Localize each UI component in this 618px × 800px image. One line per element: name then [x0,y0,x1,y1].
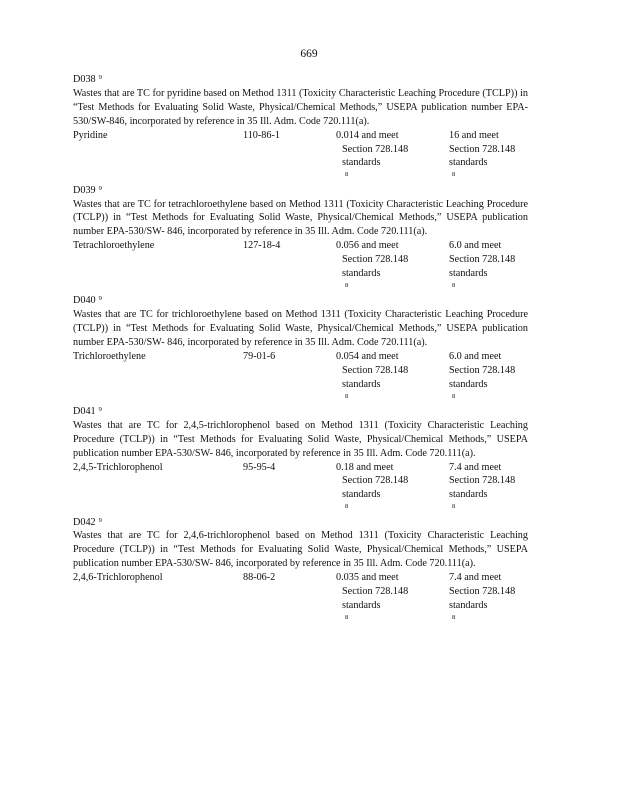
nonwastewater-standard [449,239,515,295]
standard-value: 0.014 and meet [336,129,399,141]
waste-entry-d042 [73,516,528,621]
footnote-marker: 8 [452,503,456,511]
footnote-marker: 8 [345,281,349,289]
footnote-marker: 8 [452,281,456,289]
standard-value: 7.4 and meet [449,461,502,473]
cas-number: 110-86-1 [243,129,280,141]
standard-section: Section 728.148 [449,143,516,155]
page-number: 669 [300,48,318,60]
waste-entry-d039 [73,184,528,289]
standard-value: 0.18 and meet [336,461,394,473]
nonwastewater-standard [449,350,515,406]
standard-label: standards 8 [336,156,408,184]
footnote-marker: 8 [345,171,349,179]
nonwastewater-standard [449,129,515,185]
constituent-row [73,239,528,289]
cas-number: 79-01-6 [243,350,276,362]
standard-section: Section 728.148 [342,254,409,266]
waste-code-label: D038 [73,74,96,85]
standard-section: Section 728.148 [449,254,516,266]
waste-description: Wastes that are TC for tetrachloroethylene based on Method 1311 (Toxicity Characteristic Leaching Procedure (TCLP)) in “Test Methods for Evaluating Solid Waste, Physical/Chemical Methods,” USEPA publication number EPA-530/SW- 846, incorporated by reference in 35 Ill. Adm. Code 720.111(a). [73,198,528,238]
waste-description: Wastes that are TC for 2,4,6-trichlorophenol based on Method 1311 (Toxicity Characteristic Leaching Procedure (TCLP)) in “Test Methods for Evaluating Solid Waste, Physical/Chemical Methods,” USEPA publication number EPA-530/SW- 846, incorporated by reference in 35 Ill. Adm. Code 720.111(a). [73,530,528,570]
footnote-marker: 8 [452,171,456,179]
constituent-name: 2,4,6-Trichlorophenol [73,572,163,584]
waste-code-label: D039 [73,184,96,196]
footnote-marker: 8 [345,392,349,400]
waste-code [73,516,528,530]
standard-section: Section 728.148 [449,364,516,376]
footnote-marker: 9 [98,405,102,413]
waste-description: Wastes that are TC for pyridine based on Method 1311 (Toxicity Characteristic Leaching Procedure (TCLP)) in “Test Methods for Evaluating Solid Waste, Physical/Chemical Methods,” USEPA publication number EPA-530/SW-846, incorporated by reference in 35 Ill. Adm. Code 720.111(a). [73,87,528,127]
footnote-marker: 8 [452,613,456,621]
wastewater-standard [336,350,408,406]
waste-description: Wastes that are TC for 2,4,5-trichlorophenol based on Method 1311 (Toxicity Characteristic Leaching Procedure (TCLP)) in “Test Methods for Evaluating Solid Waste, Physical/Chemical Methods,” USEPA publication number EPA-530/SW- 846, incorporated by reference in 35 Ill. Adm. Code 720.111(a). [73,419,528,459]
standard-label: standards 8 [449,156,515,184]
waste-code-label: D041 [73,405,96,417]
constituent-row [73,350,528,400]
constituent-name: 2,4,5-Trichlorophenol [73,461,163,473]
footnote-marker: 9 [98,295,102,303]
standard-label: standards 8 [336,378,408,406]
constituent-name: Trichloroethylene [73,350,146,362]
cas-number: 95-95-4 [243,461,276,473]
constituent-row [73,571,528,621]
wastewater-standard [336,129,408,185]
waste-entry-d038 [73,73,528,179]
standard-label: standards 8 [336,488,408,516]
cas-number: 127-18-4 [243,240,281,252]
nonwastewater-standard [449,461,515,517]
waste-entry-d040 [73,294,528,400]
standard-label: standards 8 [336,267,408,295]
footnote-marker: 8 [345,503,349,511]
standard-label: standards 8 [449,599,515,627]
standard-value: 7.4 and meet [449,572,502,584]
standard-value: 6.0 and meet [449,350,502,362]
constituent-row [73,461,528,511]
wastewater-standard [336,571,408,627]
waste-code [73,405,528,419]
footnote-marker: 8 [452,392,456,400]
footnote-marker: 9 [98,74,102,81]
constituent-name: Tetrachloroethylene [73,240,155,252]
standard-value: 0.056 and meet [336,240,399,252]
constituent-name: Pyridine [73,129,108,141]
waste-code-entries [73,73,528,621]
waste-code-label: D042 [73,516,96,528]
standard-section: Section 728.148 [342,143,409,155]
wastewater-standard [336,461,408,517]
standard-label: standards 8 [449,267,515,295]
standard-value: 0.035 and meet [336,572,399,584]
waste-description: Wastes that are TC for trichloroethylene based on Method 1311 (Toxicity Characteristic Leaching Procedure (TCLP)) in “Test Methods for Evaluating Solid Waste, Physical/Chemical Methods,” USEPA publication number EPA-530/SW- 846, incorporated by reference in 35 Ill. Adm. Code 720.111(a). [73,309,528,348]
standard-section: Section 728.148 [342,586,409,598]
standard-label: standards 8 [449,488,515,516]
standard-label: standards 8 [449,378,515,406]
standard-value: 6.0 and meet [449,240,502,252]
standard-value: 0.054 and meet [336,350,399,362]
standard-label: standards 8 [336,599,408,627]
standard-value: 16 and meet [449,129,499,141]
footnote-marker: 9 [98,184,102,192]
waste-code [73,294,528,308]
footnote-marker: 8 [345,613,349,621]
standard-section: Section 728.148 [342,475,409,487]
standard-section: Section 728.148 [342,364,409,376]
waste-entry-d041 [73,405,528,511]
standard-section: Section 728.148 [449,475,516,487]
waste-code [73,73,528,87]
cas-number: 88-06-2 [243,572,276,584]
constituent-row [73,129,528,179]
footnote-marker: 9 [98,516,102,524]
wastewater-standard [336,239,408,295]
standard-section: Section 728.148 [449,586,516,598]
waste-code-label: D040 [73,295,96,307]
nonwastewater-standard [449,571,515,627]
waste-code [73,184,528,198]
